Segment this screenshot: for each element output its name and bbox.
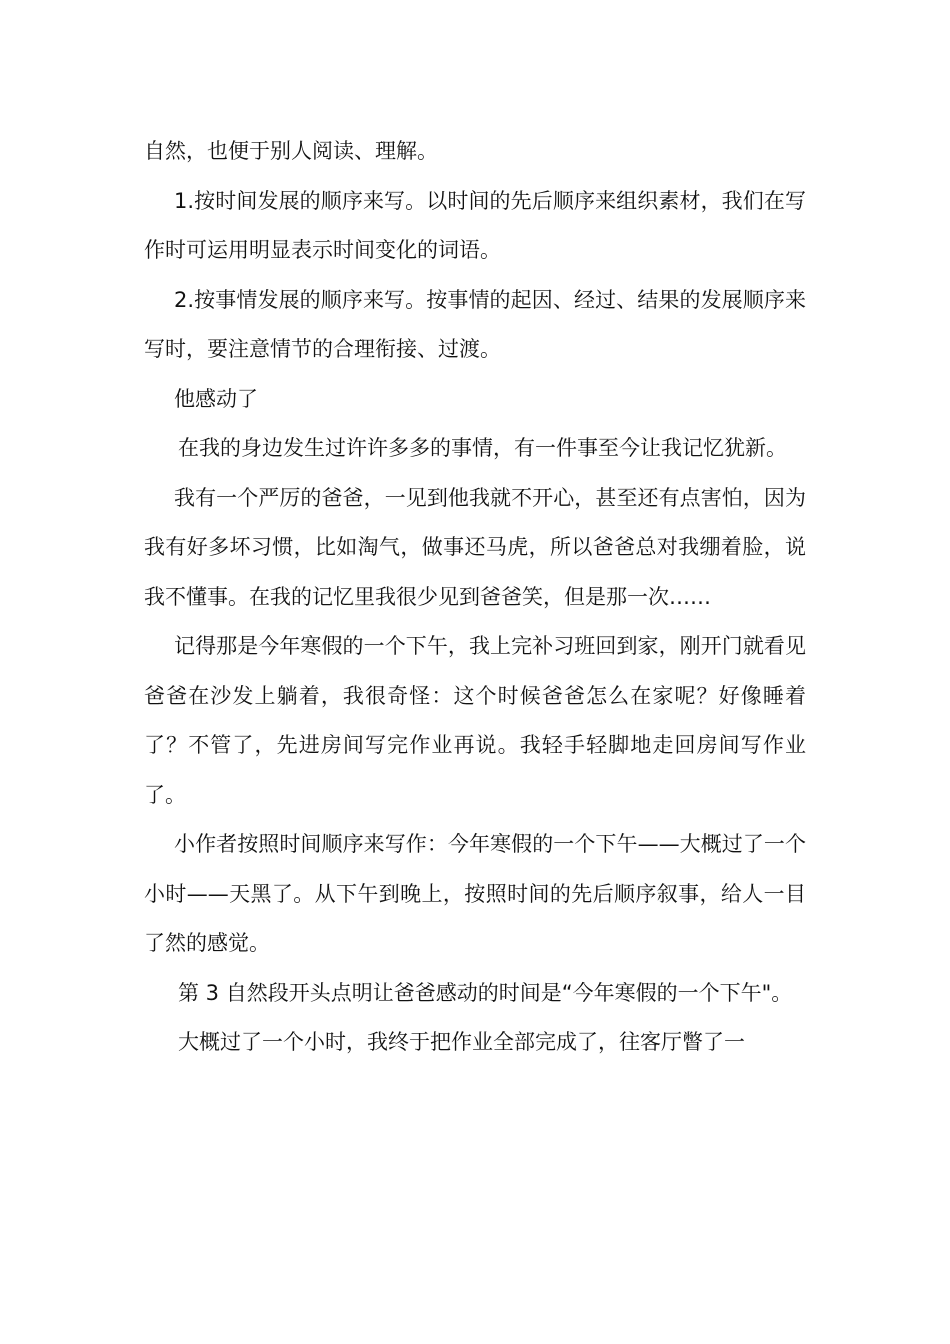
commentary-paragraph-3: 第 3 自然段开头点明让爸爸感动的时间是“今年寒假的一个下午"。 (178, 980, 793, 1005)
commentary-time-sequence: 小作者按照时间顺序来写作：今年寒假的一个下午——大概过了一个小时——天黑了。从下午到晚上，按照时间的先后顺序叙事，给人一目了然的感觉。 (144, 832, 806, 955)
document-body (144, 127, 806, 1068)
essay-paragraph-2: 我有一个严厉的爸爸，一见到他我就不开心，甚至还有点害怕，因为我有好多坏习惯，比如淘气，做事还马虎，所以爸爸总对我绷着脸，说我不懂事。在我的记忆里我很少见到爸爸笑，但是那一次…… (144, 485, 806, 609)
essay-paragraph-1: 在我的身边发生过许许多多的事情，有一件事至今让我记忆犹新。 (178, 436, 787, 460)
essay-paragraph-3: 记得那是今年寒假的一个下午，我上完补习班回到家，刚开门就看见爸爸在沙发上躺着，我很奇怪：这个时候爸爸怎么在家呢？好像睡着了？不管了，先进房间写完作业再说。我轻手轻脚地走回房间写作业了。 (144, 634, 806, 807)
essay-title: 他感动了 (174, 386, 258, 411)
paragraph-continuation: 自然，也便于别人阅读、理解。 (144, 139, 438, 163)
essay-paragraph-4: 大概过了一个小时，我终于把作业全部完成了，往客厅瞥了一 (178, 1030, 745, 1054)
paragraph-event-order: 2.按事情发展的顺序来写。按事情的起因、经过、结果的发展顺序来写时，要注意情节的合理衔接、过渡。 (144, 287, 806, 361)
paragraph-time-order: 1.按时间发展的顺序来写。以时间的先后顺序来组织素材，我们在写作时可运用明显表示时间变化的词语。 (144, 188, 806, 262)
